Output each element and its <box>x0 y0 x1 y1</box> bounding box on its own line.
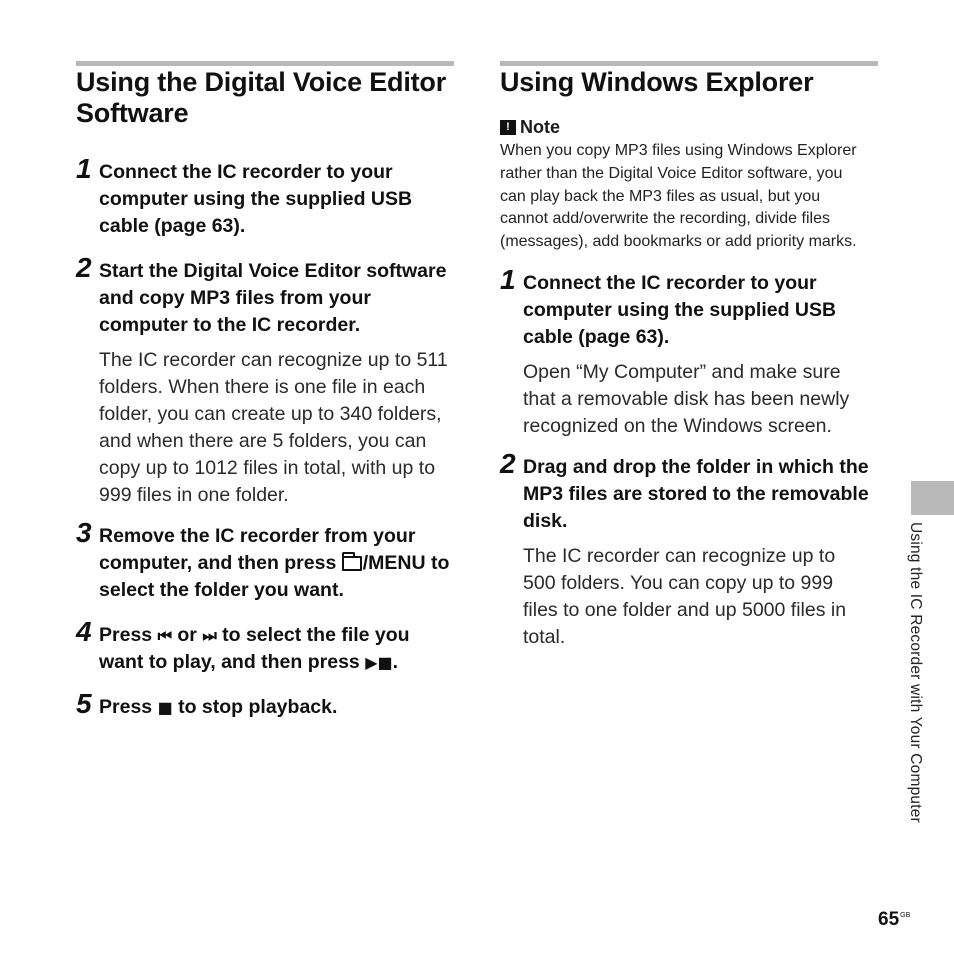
step-text-part: /MENU to select the folder you want. <box>99 552 450 601</box>
left-step-3 <box>76 517 456 604</box>
step-text-part: Press <box>99 624 158 646</box>
step-text-part: . <box>392 651 399 673</box>
note-text: When you copy MP3 files using Windows Explorer rather than the Digital Voice Editor software, you can play back the MP3 files as usual, but you cannot add/overwrite the recording, divide files (messages), add bookmarks or add priority marks. <box>500 142 857 251</box>
step-instruction <box>99 523 456 604</box>
previous-track-icon: ⏮ <box>157 626 172 645</box>
page-number-suffix: GB <box>900 912 911 919</box>
play-stop-icon: ▶■ <box>365 653 393 672</box>
step-instruction: Drag and drop the folder in which the MP3 files are stored to the removable disk. <box>523 455 869 532</box>
step-description: Open “My Computer” and make sure that a removable disk has been newly recognized on the Windows screen. <box>523 360 850 437</box>
step-number: 2 <box>500 447 516 479</box>
step-text-part: Remove the IC recorder from your computer, and then press <box>99 525 416 574</box>
left-section-rule <box>76 61 454 66</box>
step-description: The IC recorder can recognize up to 511 folders. When there is one file in each folder, you can create up to 340 folders, and when there are 5 folders, you can copy up to 1012 files in total, with up to 999 files in one folder. <box>99 349 448 506</box>
step-text-part: to stop playback. <box>172 696 338 718</box>
left-section-title: Using the Digital Voice Editor Software <box>76 67 447 128</box>
left-step-1 <box>76 153 456 240</box>
right-section-rule <box>500 61 878 66</box>
left-step-2 <box>76 252 456 509</box>
right-step-2 <box>500 447 872 651</box>
right-section-title: Using Windows Explorer <box>500 67 814 97</box>
step-number: 3 <box>76 517 92 548</box>
right-step-1 <box>500 263 872 440</box>
step-text-part: Press <box>99 696 158 718</box>
step-instruction <box>99 622 456 676</box>
step-number: 1 <box>76 153 92 184</box>
note-icon: ! <box>500 120 516 135</box>
stop-icon: ■ <box>157 698 173 717</box>
chapter-label: Using the IC Recorder with Your Computer <box>907 522 924 823</box>
step-text-part: or <box>171 624 203 646</box>
left-step-4 <box>76 616 456 676</box>
step-instruction: Connect the IC recorder to your computer using the supplied USB cable (page 63). <box>523 271 837 348</box>
step-instruction <box>99 694 456 721</box>
note-label: Note <box>520 117 560 137</box>
step-number: 1 <box>500 263 516 295</box>
left-column <box>76 67 456 721</box>
page-number <box>878 909 910 931</box>
next-track-icon: ⏭ <box>202 626 217 645</box>
step-instruction: Start the Digital Voice Editor software and copy MP3 files from your computer to the IC recorder. <box>99 260 447 336</box>
step-text-part: to select the file you want to play, and then press <box>99 624 410 673</box>
left-step-5 <box>76 688 456 721</box>
step-instruction: Connect the IC recorder to your computer using the supplied USB cable (page 63). <box>99 161 413 237</box>
step-description: The IC recorder can recognize up to 500 folders. You can copy up to 999 files to one folder and up 5000 files in total. <box>523 544 847 648</box>
note-heading <box>500 116 872 138</box>
step-number: 4 <box>76 616 92 647</box>
chapter-tab <box>911 481 954 515</box>
step-number: 2 <box>76 252 92 283</box>
step-number: 5 <box>76 688 92 719</box>
right-column <box>500 67 872 651</box>
folder-icon <box>342 556 362 571</box>
page-number-value: 65 <box>878 909 900 930</box>
